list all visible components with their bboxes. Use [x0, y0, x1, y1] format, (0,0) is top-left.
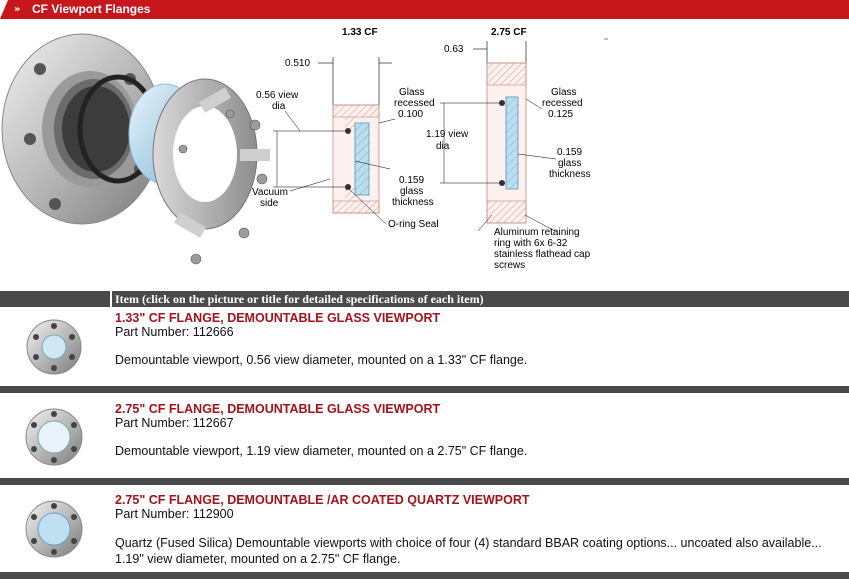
ring-line2: ring with 6x 6-32	[494, 238, 568, 249]
viewport-thumbnail-112666[interactable]	[22, 315, 86, 379]
items-table-header	[0, 291, 849, 307]
part-number: Part Number: 112667	[115, 416, 234, 430]
glass-rec1-line2: recessed	[394, 98, 435, 109]
label-133cf: 1.33 CF	[342, 27, 378, 38]
item-description: Quartz (Fused Silica) Demountable viewports with choice of four (4) standard BBAR coating options... uncoated also available... 1.19" view diameter, mounted on a 2.75" CF flange.	[115, 536, 822, 566]
viewport-photo[interactable]	[2, 34, 270, 264]
vacuum-line2: side	[260, 198, 279, 209]
view-056-line1: 0.56 view	[256, 90, 299, 101]
glass-thick1-line3: thickness	[392, 197, 434, 208]
viewport-thumbnail-112667[interactable]	[22, 405, 86, 469]
part-number: Part Number: 112900	[115, 507, 234, 521]
view-119-line2: dia	[436, 141, 450, 152]
glass-thick1-line1: 0.159	[399, 175, 425, 186]
list-item	[0, 485, 849, 573]
part-number: Part Number: 112666	[115, 325, 234, 339]
ring-line1: Aluminum retaining	[494, 227, 580, 238]
header-divider	[110, 291, 112, 307]
dim-063: 0.63	[444, 44, 464, 55]
view-119-line1: 1.19 view	[426, 129, 469, 140]
viewport-thumbnail-112900[interactable]	[22, 497, 86, 561]
item-title-link[interactable]: 2.75" CF FLANGE, DEMOUNTABLE /AR COATED QUARTZ VIEWPORT	[115, 493, 530, 507]
oring-label: O-ring Seal	[388, 219, 439, 230]
row-separator	[0, 572, 849, 579]
label-275cf: 2.75 CF	[491, 27, 527, 38]
vacuum-line1: Vacuum	[252, 187, 288, 198]
item-description: Demountable viewport, 1.19 view diameter, mounted on a 2.75" CF flange.	[115, 444, 528, 458]
section-title: CF Viewport Flanges	[32, 2, 151, 16]
glass-rec1-line1: Glass	[399, 87, 425, 98]
drawing-133cf	[252, 27, 439, 230]
item-title-link[interactable]: 2.75" CF FLANGE, DEMOUNTABLE GLASS VIEWPORT	[115, 402, 441, 416]
header-lead-block	[0, 291, 112, 307]
glass-thick2-line3: thickness	[549, 169, 591, 180]
glass-rec1-line3: 0.100	[398, 109, 424, 120]
glass-thick1-line2: glass	[400, 186, 424, 197]
glass-thick2-line1: 0.159	[557, 147, 583, 158]
glass-rec2-line2: recessed	[542, 98, 583, 109]
drawing-275cf	[426, 27, 608, 271]
view-056-line2: dia	[272, 101, 286, 112]
ring-line3: stainless flathead cap	[494, 249, 591, 260]
items-header-text: Item (click on the picture or title for detailed specifications of each item)	[115, 292, 484, 306]
double-chevron-icon: »	[14, 4, 19, 15]
list-item	[0, 393, 849, 483]
viewport-diagram[interactable]	[0, 19, 849, 291]
list-item	[0, 307, 849, 389]
row-separator	[0, 478, 849, 485]
header-corner	[0, 0, 8, 19]
glass-thick2-line2: glass	[558, 158, 582, 169]
section-header	[0, 0, 849, 19]
dim-0510: 0.510	[285, 58, 311, 69]
glass-rec2-line3: 0.125	[548, 109, 574, 120]
item-title-link[interactable]: 1.33" CF FLANGE, DEMOUNTABLE GLASS VIEWPORT	[115, 311, 441, 325]
ring-line4: screws	[494, 260, 526, 271]
row-separator	[0, 386, 849, 393]
glass-rec2-line1: Glass	[551, 87, 577, 98]
item-description: Demountable viewport, 0.56 view diameter, mounted on a 1.33" CF flange.	[115, 353, 528, 367]
